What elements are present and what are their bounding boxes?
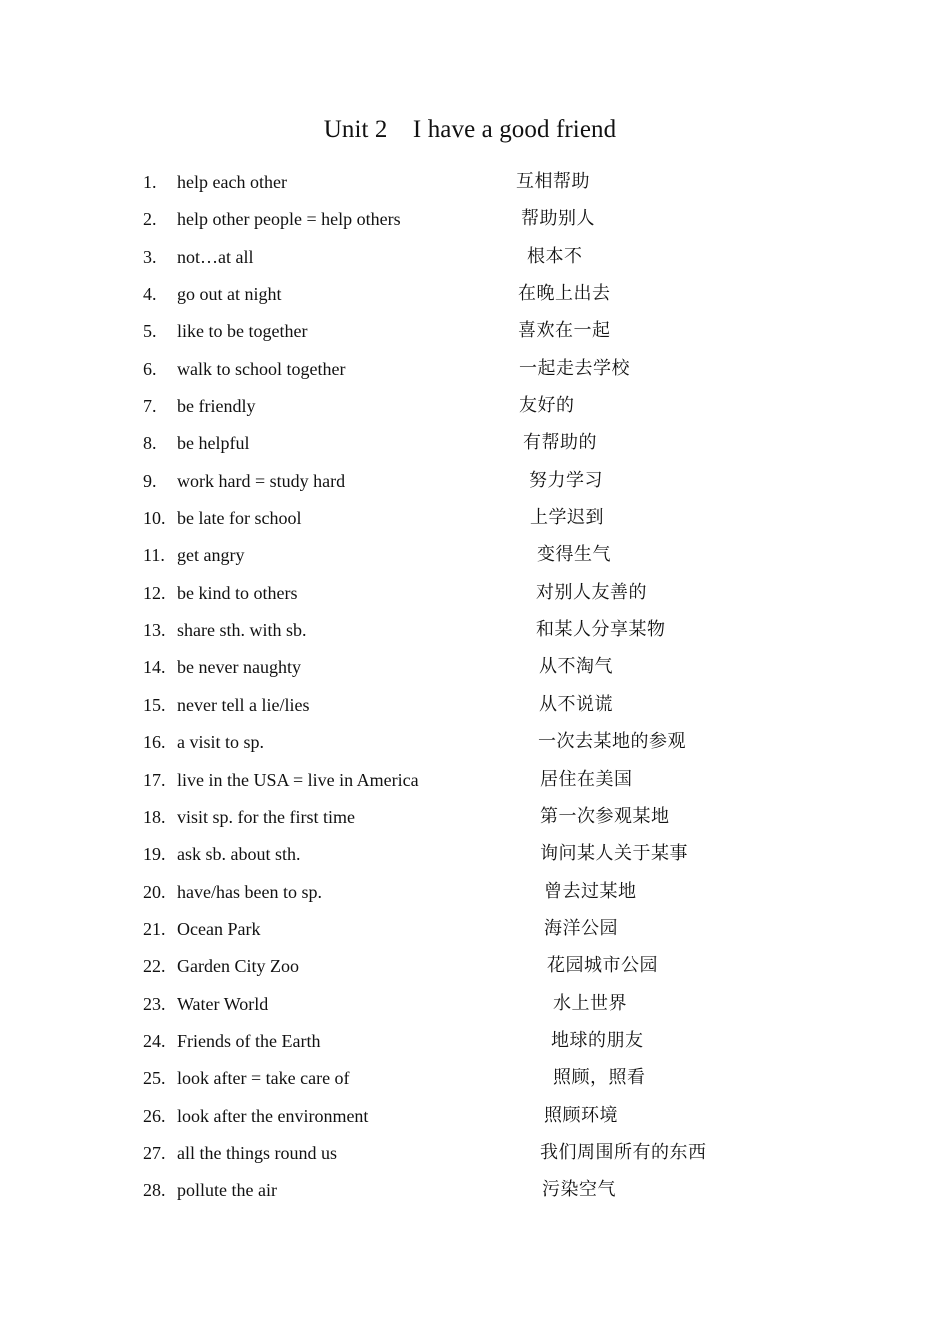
- english-phrase: all the things round us: [177, 1142, 337, 1163]
- item-number: 10.: [143, 508, 166, 529]
- chinese-translation: 努力学习: [529, 469, 603, 491]
- chinese-translation: 从不说谎: [539, 693, 613, 715]
- english-phrase: live in the USA = live in America: [177, 769, 419, 790]
- chinese-translation: 有帮助的: [523, 432, 597, 454]
- english-phrase: be helpful: [177, 433, 250, 454]
- item-number: 21.: [143, 918, 166, 939]
- chinese-translation: 和某人分享某物: [536, 619, 666, 641]
- vocab-item: [0, 165, 950, 202]
- vocab-item: [0, 875, 950, 912]
- english-phrase: be late for school: [177, 508, 302, 529]
- item-number: 20.: [143, 881, 166, 902]
- english-phrase: be never naughty: [177, 657, 301, 678]
- vocab-item: [0, 1173, 950, 1210]
- chinese-translation: 海洋公园: [544, 917, 618, 939]
- english-phrase: Garden City Zoo: [177, 956, 299, 977]
- vocab-item: [0, 800, 950, 837]
- item-number: 6.: [143, 358, 157, 379]
- english-phrase: not…at all: [177, 246, 254, 267]
- vocab-item: [0, 837, 950, 874]
- english-phrase: be kind to others: [177, 582, 298, 603]
- item-number: 24.: [143, 1030, 166, 1051]
- chinese-translation: 喜欢在一起: [518, 320, 611, 342]
- vocab-item: [0, 688, 950, 725]
- chinese-translation: 污染空气: [542, 1179, 616, 1201]
- chinese-translation: 帮助别人: [521, 208, 595, 230]
- english-phrase: Water World: [177, 993, 269, 1014]
- chinese-translation: 一次去某地的参观: [538, 731, 686, 753]
- chinese-translation: 从不淘气: [539, 656, 613, 678]
- chinese-translation: 地球的朋友: [551, 1029, 644, 1051]
- vocab-item: [0, 538, 950, 575]
- chinese-translation: 询问某人关于某事: [540, 843, 688, 865]
- english-phrase: Ocean Park: [177, 918, 261, 939]
- english-phrase: visit sp. for the first time: [177, 806, 355, 827]
- vocab-item: [0, 1061, 950, 1098]
- english-phrase: a visit to sp.: [177, 732, 265, 753]
- vocab-item: [0, 464, 950, 501]
- english-phrase: share sth. with sb.: [177, 620, 307, 641]
- chinese-translation: 水上世界: [553, 992, 627, 1014]
- vocab-item: [0, 1099, 950, 1136]
- vocab-item: [0, 725, 950, 762]
- vocab-item: [0, 389, 950, 426]
- item-number: 13.: [143, 620, 166, 641]
- vocab-item: [0, 1136, 950, 1173]
- english-phrase: like to be together: [177, 321, 308, 342]
- english-phrase: look after the environment: [177, 1105, 369, 1126]
- vocab-item: [0, 1024, 950, 1061]
- chinese-translation: 上学迟到: [530, 507, 604, 529]
- item-number: 18.: [143, 806, 166, 827]
- vocab-item: [0, 912, 950, 949]
- item-number: 5.: [143, 321, 157, 342]
- item-number: 11.: [143, 545, 165, 566]
- chinese-translation: 一起走去学校: [519, 357, 630, 379]
- chinese-translation: 第一次参观某地: [540, 805, 670, 827]
- vocab-item: [0, 426, 950, 463]
- english-phrase: have/has been to sp.: [177, 881, 322, 902]
- english-phrase: help other people = help others: [177, 209, 401, 230]
- chinese-translation: 根本不: [527, 245, 583, 267]
- english-phrase: help each other: [177, 172, 287, 192]
- vocab-item: [0, 202, 950, 239]
- item-number: 23.: [143, 993, 166, 1014]
- chinese-translation: 在晚上出去: [518, 283, 611, 305]
- english-phrase: go out at night: [177, 284, 282, 305]
- item-number: 17.: [143, 769, 166, 790]
- english-phrase: walk to school together: [177, 358, 346, 379]
- vocab-item: [0, 613, 950, 650]
- vocab-item: [0, 576, 950, 613]
- chinese-translation: 居住在美国: [540, 768, 633, 790]
- chinese-translation: 互相帮助: [516, 171, 590, 192]
- vocab-item: [0, 987, 950, 1024]
- item-number: 26.: [143, 1105, 166, 1126]
- chinese-translation: 对别人友善的: [536, 581, 647, 603]
- chinese-translation: 友好的: [519, 395, 575, 417]
- chinese-translation: 照顾，照看: [553, 1067, 646, 1089]
- vocab-item: [0, 240, 950, 277]
- item-number: 14.: [143, 657, 166, 678]
- english-phrase: look after = take care of: [177, 1068, 350, 1089]
- item-number: 19.: [143, 844, 166, 865]
- item-number: 2.: [143, 209, 157, 230]
- vocab-item: [0, 763, 950, 800]
- english-phrase: get angry: [177, 545, 245, 566]
- english-phrase: never tell a lie/lies: [177, 694, 310, 715]
- chinese-translation: 花园城市公园: [547, 955, 658, 977]
- item-number: 3.: [143, 246, 157, 267]
- item-number: 4.: [143, 284, 157, 305]
- item-number: 15.: [143, 694, 166, 715]
- english-phrase: Friends of the Earth: [177, 1030, 321, 1051]
- item-number: 1.: [143, 172, 157, 192]
- item-number: 7.: [143, 396, 157, 417]
- vocab-item: [0, 277, 950, 314]
- vocab-list: [0, 165, 950, 1211]
- page-title: Unit 2 I have a good friend: [323, 116, 617, 143]
- item-number: 9.: [143, 470, 157, 491]
- chinese-translation: 变得生气: [537, 544, 611, 566]
- english-phrase: work hard = study hard: [177, 470, 346, 491]
- vocab-item: [0, 949, 950, 986]
- vocab-item: [0, 314, 950, 351]
- item-number: 28.: [143, 1180, 166, 1201]
- item-number: 12.: [143, 582, 166, 603]
- vocab-item: [0, 501, 950, 538]
- chinese-translation: 曾去过某地: [544, 880, 637, 902]
- vocab-item: [0, 650, 950, 687]
- english-phrase: be friendly: [177, 396, 256, 417]
- chinese-translation: 我们周围所有的东西: [540, 1141, 707, 1163]
- item-number: 27.: [143, 1142, 166, 1163]
- english-phrase: pollute the air: [177, 1180, 277, 1201]
- item-number: 25.: [143, 1068, 166, 1089]
- item-number: 22.: [143, 956, 166, 977]
- item-number: 16.: [143, 732, 166, 753]
- english-phrase: ask sb. about sth.: [177, 844, 301, 865]
- vocab-item: [0, 352, 950, 389]
- chinese-translation: 照顾环境: [544, 1104, 618, 1126]
- item-number: 8.: [143, 433, 157, 454]
